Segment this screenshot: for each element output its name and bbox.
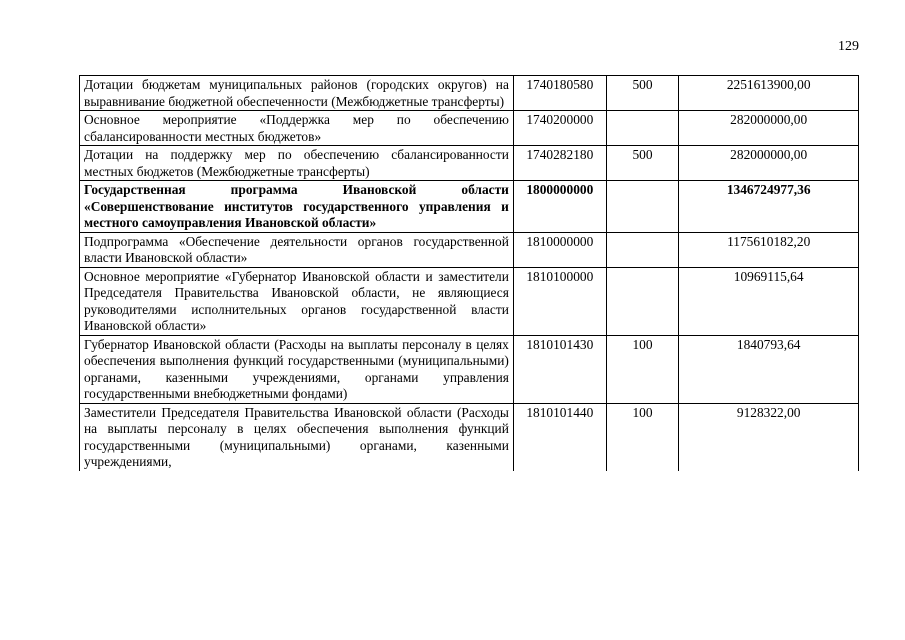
table-row-program [80,181,859,233]
row-name-cell: Дотации бюджетам муниципальных районов (городских округов) на выравнивание бюджетной обеспеченности (Межбюджетные трансферты) [80,76,514,111]
row-code-cell: 1740282180 [513,146,606,181]
row-sum-cell: 1346724977,36 [679,181,859,233]
table-row [80,146,859,181]
row-expense-type-cell: 100 [606,403,679,471]
row-sum-cell: 282000000,00 [679,111,859,146]
table-row [80,76,859,111]
budget-table [79,75,859,471]
row-name-cell: Заместители Председателя Правительства Ивановской области (Расходы на выплаты персоналу в целях обеспечения выполнения функций государственными (муниципальными) органами, казенными учреждениями, [80,403,514,471]
row-expense-type-cell [606,267,679,335]
row-code-cell: 1810101430 [513,335,606,403]
table-row [80,335,859,403]
row-name-cell: Дотации на поддержку мер по обеспечению сбалансированности местных бюджетов (Межбюджетные трансферты) [80,146,514,181]
page-number: 129 [838,39,859,54]
row-expense-type-cell: 500 [606,76,679,111]
row-code-cell: 1810100000 [513,267,606,335]
row-sum-cell: 1175610182,20 [679,232,859,267]
row-code-cell: 1810101440 [513,403,606,471]
row-name-cell: Основное мероприятие «Губернатор Ивановской области и заместители Председателя Правительства Ивановской области, не являющиеся руководителями исполнительных органов государственной власти Ивановской области» [80,267,514,335]
row-code-cell: 1740200000 [513,111,606,146]
table-row [80,111,859,146]
row-name-cell: Государственная программа Ивановской области «Совершенствование институтов государственного управления и местного самоуправления Ивановской области» [80,181,514,233]
table-row [80,267,859,335]
row-name-cell: Губернатор Ивановской области (Расходы на выплаты персоналу в целях обеспечения выполнения функций государственными (муниципальными) органами, казенными учреждениями, органами управления государственными внебюджетными фондами) [80,335,514,403]
row-expense-type-cell: 500 [606,146,679,181]
row-code-cell: 1740180580 [513,76,606,111]
table-row [80,232,859,267]
table-row [80,403,859,471]
row-expense-type-cell [606,111,679,146]
row-sum-cell: 2251613900,00 [679,76,859,111]
row-name-cell: Подпрограмма «Обеспечение деятельности органов государственной власти Ивановской области» [80,232,514,267]
row-expense-type-cell [606,232,679,267]
row-expense-type-cell: 100 [606,335,679,403]
row-expense-type-cell [606,181,679,233]
row-code-cell: 1810000000 [513,232,606,267]
row-sum-cell: 1840793,64 [679,335,859,403]
row-name-cell: Основное мероприятие «Поддержка мер по обеспечению сбалансированности местных бюджетов» [80,111,514,146]
row-code-cell: 1800000000 [513,181,606,233]
row-sum-cell: 10969115,64 [679,267,859,335]
row-sum-cell: 282000000,00 [679,146,859,181]
row-sum-cell: 9128322,00 [679,403,859,471]
